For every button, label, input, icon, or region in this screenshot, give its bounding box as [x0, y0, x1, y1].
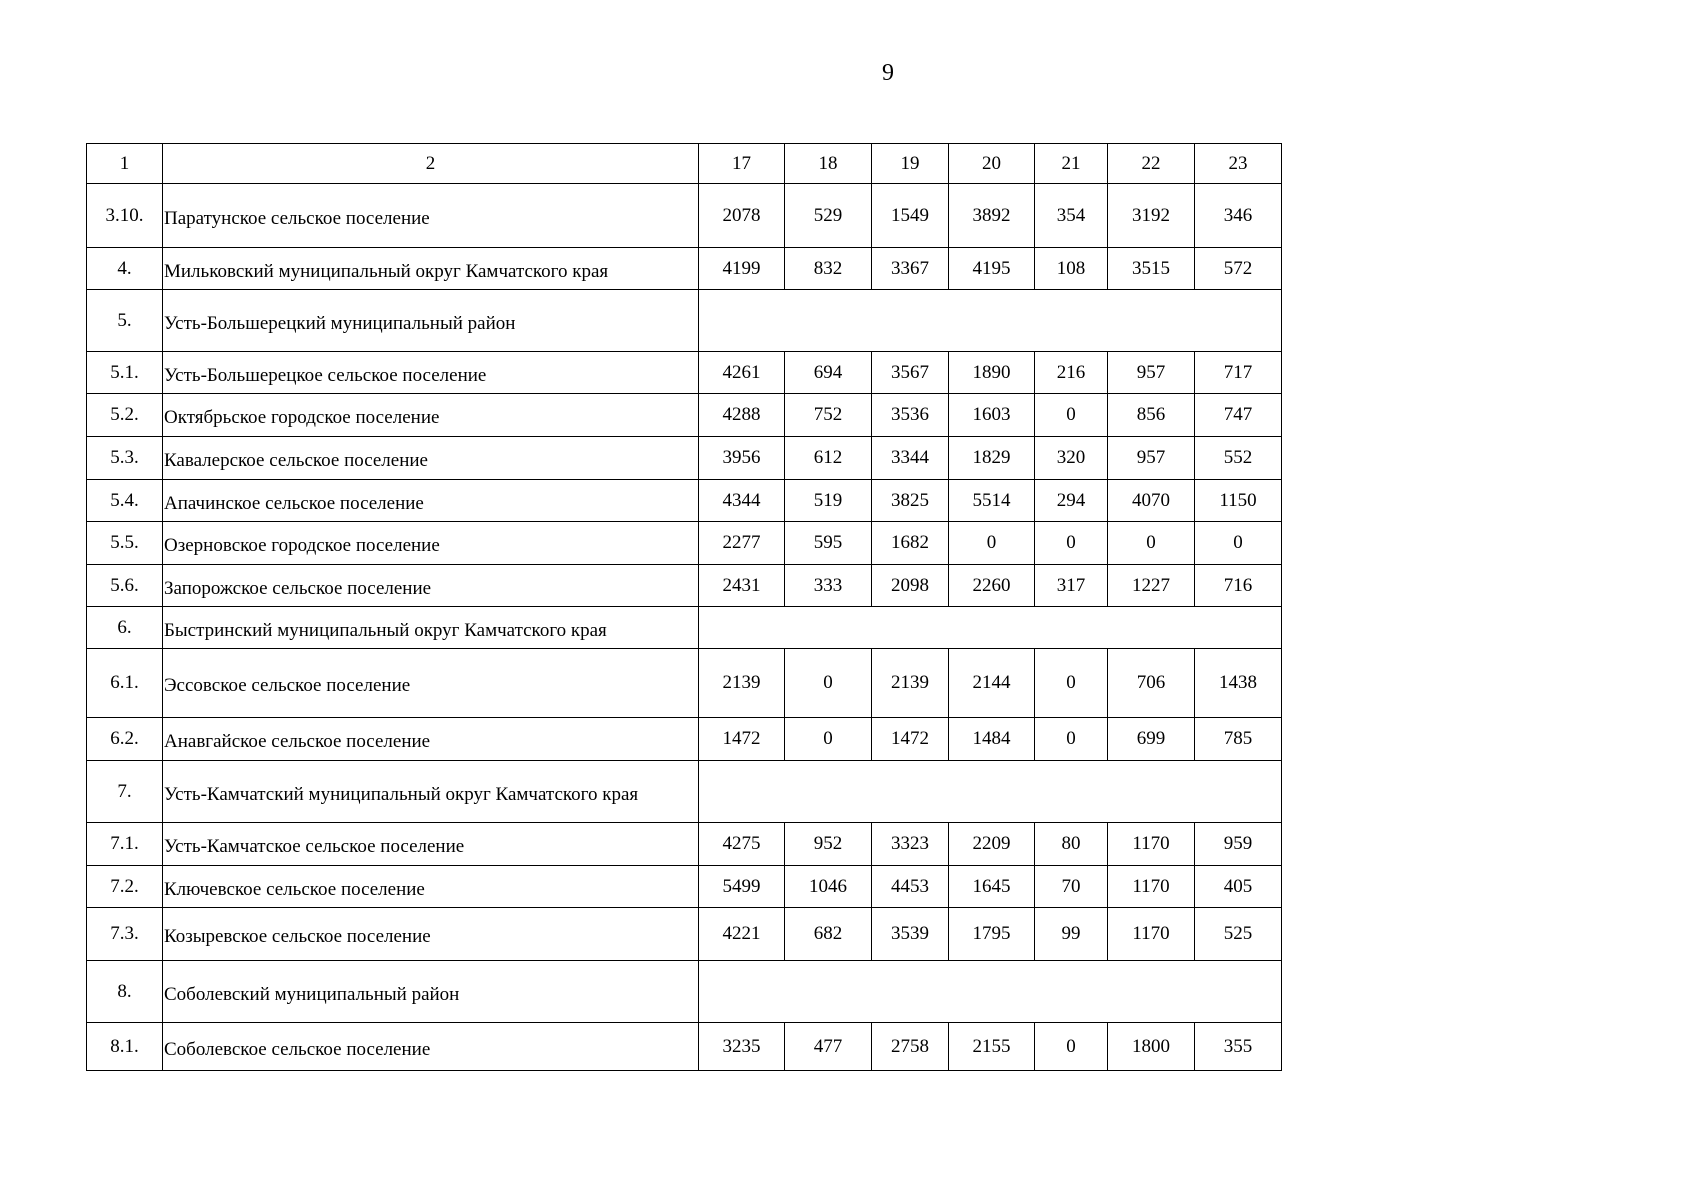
value-cell: 354 — [1035, 184, 1108, 248]
value-cell: 699 — [1108, 718, 1195, 761]
value-cell: 0 — [785, 649, 872, 718]
row-number-cell: 5.5. — [87, 522, 163, 565]
row-number-cell: 5.3. — [87, 437, 163, 480]
table-row — [87, 607, 1282, 649]
municipality-name-cell — [163, 761, 699, 823]
empty-merged-cell — [699, 761, 1282, 823]
value-cell: 3344 — [872, 437, 949, 480]
value-cell: 3235 — [699, 1023, 785, 1071]
value-cell: 80 — [1035, 823, 1108, 866]
value-cell: 477 — [785, 1023, 872, 1071]
value-cell: 959 — [1195, 823, 1282, 866]
municipality-name: Озерновское городское поселение — [164, 535, 440, 556]
value-cell: 785 — [1195, 718, 1282, 761]
value-cell: 1046 — [785, 866, 872, 908]
row-number-cell: 6.2. — [87, 718, 163, 761]
municipality-name: Усть-Большерецкое сельское поселение — [164, 364, 487, 386]
value-cell: 552 — [1195, 437, 1282, 480]
value-cell: 1170 — [1108, 866, 1195, 908]
value-cell: 1645 — [949, 866, 1035, 908]
header-cell: 2 — [163, 144, 699, 184]
value-cell: 1800 — [1108, 1023, 1195, 1071]
table-row — [87, 394, 1282, 437]
value-cell: 3367 — [872, 248, 949, 290]
municipality-name-cell — [163, 961, 699, 1023]
header-row — [87, 144, 1282, 184]
municipality-name-cell — [163, 649, 699, 718]
value-cell: 0 — [1035, 649, 1108, 718]
value-cell: 595 — [785, 522, 872, 565]
value-cell: 525 — [1195, 908, 1282, 961]
table-row — [87, 908, 1282, 961]
empty-merged-cell — [699, 290, 1282, 352]
value-cell: 519 — [785, 480, 872, 522]
value-cell: 1170 — [1108, 823, 1195, 866]
header-cell: 23 — [1195, 144, 1282, 184]
municipality-name: Кавалерское сельское поселение — [164, 450, 428, 471]
header-cell: 22 — [1108, 144, 1195, 184]
row-number-cell: 5.1. — [87, 352, 163, 394]
row-number-cell: 7.1. — [87, 823, 163, 866]
table-row — [87, 290, 1282, 352]
row-number-cell: 6. — [87, 607, 163, 649]
row-number-cell: 5.2. — [87, 394, 163, 437]
table-row — [87, 352, 1282, 394]
value-cell: 716 — [1195, 565, 1282, 607]
value-cell: 2260 — [949, 565, 1035, 607]
value-cell: 4453 — [872, 866, 949, 908]
empty-merged-cell — [699, 607, 1282, 649]
row-number-cell: 7. — [87, 761, 163, 823]
table-row — [87, 248, 1282, 290]
value-cell: 957 — [1108, 437, 1195, 480]
table-row — [87, 649, 1282, 718]
value-cell: 0 — [1035, 522, 1108, 565]
value-cell: 2078 — [699, 184, 785, 248]
value-cell: 832 — [785, 248, 872, 290]
empty-merged-cell — [699, 961, 1282, 1023]
value-cell: 4261 — [699, 352, 785, 394]
table-row — [87, 565, 1282, 607]
value-cell: 3825 — [872, 480, 949, 522]
value-cell: 957 — [1108, 352, 1195, 394]
value-cell: 2139 — [872, 649, 949, 718]
value-cell: 1438 — [1195, 649, 1282, 718]
value-cell: 3956 — [699, 437, 785, 480]
municipality-name: Усть-Большерецкий муниципальный район — [164, 312, 516, 334]
municipality-name-cell — [163, 565, 699, 607]
table-body — [87, 144, 1282, 1071]
value-cell: 5499 — [699, 866, 785, 908]
municipality-name: Усть-Камчатское сельское поселение — [164, 836, 465, 857]
municipality-name-cell — [163, 352, 699, 394]
municipality-name-cell — [163, 480, 699, 522]
value-cell: 4070 — [1108, 480, 1195, 522]
row-number-cell: 5.6. — [87, 565, 163, 607]
value-cell: 4275 — [699, 823, 785, 866]
row-number-cell: 7.2. — [87, 866, 163, 908]
municipality-name-cell — [163, 866, 699, 908]
row-number-cell: 8.1. — [87, 1023, 163, 1071]
table-row — [87, 1023, 1282, 1071]
value-cell: 2144 — [949, 649, 1035, 718]
table-row — [87, 761, 1282, 823]
value-cell: 108 — [1035, 248, 1108, 290]
value-cell: 405 — [1195, 866, 1282, 908]
value-cell: 2431 — [699, 565, 785, 607]
value-cell: 3567 — [872, 352, 949, 394]
value-cell: 0 — [1108, 522, 1195, 565]
value-cell: 3192 — [1108, 184, 1195, 248]
municipality-name: Мильковский муниципальный округ Камчатского края — [164, 260, 609, 282]
value-cell: 294 — [1035, 480, 1108, 522]
table-row — [87, 866, 1282, 908]
municipality-name: Апачинское сельское поселение — [164, 492, 424, 514]
municipality-name-cell — [163, 290, 699, 352]
row-number-cell: 3.10. — [87, 184, 163, 248]
row-number-cell: 5. — [87, 290, 163, 352]
value-cell: 682 — [785, 908, 872, 961]
value-cell: 529 — [785, 184, 872, 248]
value-cell: 0 — [1035, 1023, 1108, 1071]
value-cell: 1829 — [949, 437, 1035, 480]
value-cell: 0 — [949, 522, 1035, 565]
municipality-name: Октябрьское городское поселение — [164, 407, 440, 428]
municipality-name: Соболевское сельское поселение — [164, 1038, 431, 1060]
value-cell: 320 — [1035, 437, 1108, 480]
value-cell: 317 — [1035, 565, 1108, 607]
table-row — [87, 437, 1282, 480]
value-cell: 355 — [1195, 1023, 1282, 1071]
value-cell: 0 — [1035, 718, 1108, 761]
value-cell: 1472 — [872, 718, 949, 761]
value-cell: 1484 — [949, 718, 1035, 761]
municipality-name: Запорожское сельское поселение — [164, 577, 432, 599]
municipality-name-cell — [163, 394, 699, 437]
value-cell: 1150 — [1195, 480, 1282, 522]
value-cell: 952 — [785, 823, 872, 866]
municipality-name: Паратунское сельское поселение — [164, 207, 430, 229]
value-cell: 0 — [785, 718, 872, 761]
municipality-name: Соболевский муниципальный район — [164, 983, 460, 1005]
value-cell: 3892 — [949, 184, 1035, 248]
table-row — [87, 184, 1282, 248]
value-cell: 2098 — [872, 565, 949, 607]
row-number-cell: 6.1. — [87, 649, 163, 718]
value-cell: 216 — [1035, 352, 1108, 394]
value-cell: 0 — [1195, 522, 1282, 565]
header-cell: 1 — [87, 144, 163, 184]
value-cell: 856 — [1108, 394, 1195, 437]
header-cell: 20 — [949, 144, 1035, 184]
value-cell: 99 — [1035, 908, 1108, 961]
row-number-cell: 5.4. — [87, 480, 163, 522]
table-row — [87, 480, 1282, 522]
value-cell: 1682 — [872, 522, 949, 565]
municipality-name-cell — [163, 184, 699, 248]
value-cell: 747 — [1195, 394, 1282, 437]
value-cell: 4288 — [699, 394, 785, 437]
value-cell: 2277 — [699, 522, 785, 565]
municipality-name: Ключевское сельское поселение — [164, 878, 425, 900]
municipality-name-cell — [163, 718, 699, 761]
value-cell: 4195 — [949, 248, 1035, 290]
value-cell: 5514 — [949, 480, 1035, 522]
header-cell: 17 — [699, 144, 785, 184]
value-cell: 612 — [785, 437, 872, 480]
value-cell: 752 — [785, 394, 872, 437]
value-cell: 3536 — [872, 394, 949, 437]
value-cell: 4199 — [699, 248, 785, 290]
municipality-name: Усть-Камчатский муниципальный округ Камчатского края — [164, 783, 639, 805]
data-table — [86, 143, 1282, 1071]
value-cell: 3323 — [872, 823, 949, 866]
municipality-name-cell — [163, 437, 699, 480]
value-cell: 2758 — [872, 1023, 949, 1071]
value-cell: 1890 — [949, 352, 1035, 394]
header-cell: 21 — [1035, 144, 1108, 184]
value-cell: 717 — [1195, 352, 1282, 394]
table-row — [87, 718, 1282, 761]
value-cell: 706 — [1108, 649, 1195, 718]
value-cell: 0 — [1035, 394, 1108, 437]
municipality-name: Эссовское сельское поселение — [164, 675, 411, 696]
table-row — [87, 823, 1282, 866]
value-cell: 1549 — [872, 184, 949, 248]
table-row — [87, 522, 1282, 565]
value-cell: 2209 — [949, 823, 1035, 866]
value-cell: 1795 — [949, 908, 1035, 961]
header-cell: 18 — [785, 144, 872, 184]
municipality-name-cell — [163, 522, 699, 565]
municipality-name-cell — [163, 1023, 699, 1071]
value-cell: 1603 — [949, 394, 1035, 437]
value-cell: 694 — [785, 352, 872, 394]
municipality-name: Анавгайское сельское поселение — [164, 731, 431, 752]
row-number-cell: 4. — [87, 248, 163, 290]
municipality-name-cell — [163, 248, 699, 290]
value-cell: 3515 — [1108, 248, 1195, 290]
page-number: 9 — [882, 60, 894, 86]
value-cell: 346 — [1195, 184, 1282, 248]
municipality-name-cell — [163, 823, 699, 866]
municipality-name: Быстринский муниципальный округ Камчатского края — [164, 619, 607, 641]
row-number-cell: 7.3. — [87, 908, 163, 961]
municipality-name-cell — [163, 607, 699, 649]
value-cell: 1227 — [1108, 565, 1195, 607]
value-cell: 4221 — [699, 908, 785, 961]
value-cell: 2139 — [699, 649, 785, 718]
row-number-cell: 8. — [87, 961, 163, 1023]
value-cell: 572 — [1195, 248, 1282, 290]
header-cell: 19 — [872, 144, 949, 184]
table-row — [87, 961, 1282, 1023]
value-cell: 1170 — [1108, 908, 1195, 961]
value-cell: 3539 — [872, 908, 949, 961]
value-cell: 1472 — [699, 718, 785, 761]
value-cell: 2155 — [949, 1023, 1035, 1071]
municipality-name: Козыревское сельское поселение — [164, 926, 431, 947]
value-cell: 70 — [1035, 866, 1108, 908]
value-cell: 333 — [785, 565, 872, 607]
municipality-name-cell — [163, 908, 699, 961]
value-cell: 4344 — [699, 480, 785, 522]
